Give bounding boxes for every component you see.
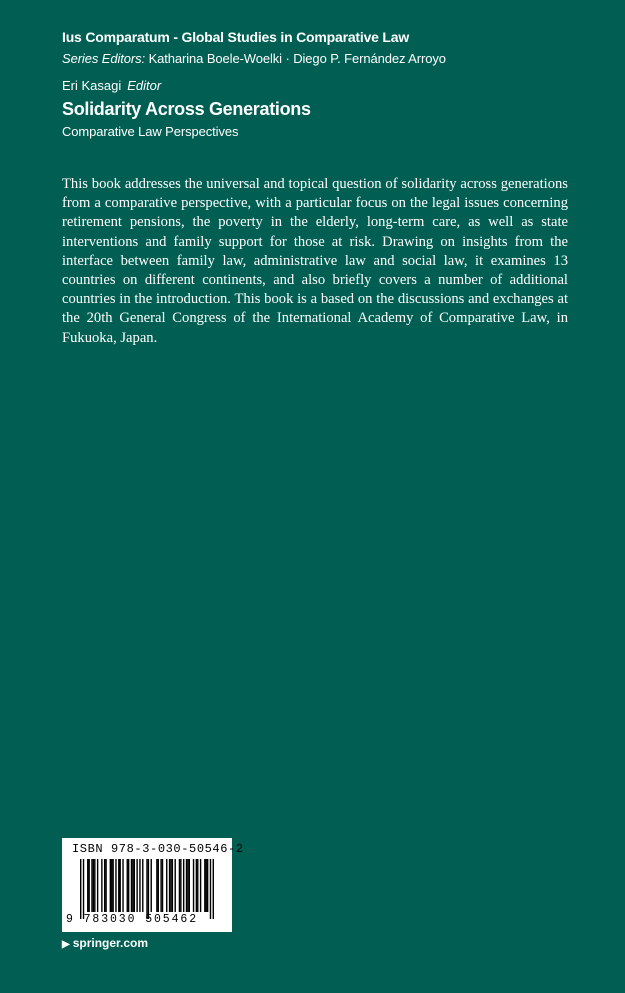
barcode-bar bbox=[132, 859, 133, 912]
book-subtitle: Comparative Law Perspectives bbox=[62, 124, 239, 139]
barcode-bar bbox=[91, 859, 92, 912]
barcode-bar bbox=[83, 859, 84, 919]
barcode-bar bbox=[101, 859, 102, 912]
barcode-bar bbox=[128, 859, 129, 912]
barcode-bar bbox=[204, 859, 205, 912]
barcode-bars bbox=[80, 859, 214, 919]
barcode-bar bbox=[118, 859, 119, 912]
barcode-bar bbox=[160, 859, 161, 912]
barcode-bar bbox=[148, 859, 149, 919]
barcode-bar bbox=[189, 859, 190, 912]
barcode-bar bbox=[151, 859, 152, 912]
barcode-bar bbox=[172, 859, 173, 912]
barcode-bar bbox=[131, 859, 132, 912]
barcode-bar bbox=[170, 859, 171, 912]
barcode-bar bbox=[206, 859, 207, 912]
barcode-bar bbox=[200, 859, 201, 912]
barcode-bar bbox=[111, 859, 112, 912]
barcode-bar bbox=[180, 859, 181, 912]
barcode-bar bbox=[93, 859, 94, 912]
publisher-url: springer.com bbox=[72, 936, 149, 950]
barcode-bar bbox=[134, 859, 135, 912]
series-title: Ius Comparatum - Global Studies in Comparative Law bbox=[62, 29, 410, 45]
barcode-bar bbox=[183, 859, 184, 912]
barcode-bar bbox=[139, 859, 140, 912]
barcode-bar bbox=[112, 859, 113, 912]
barcode-bar bbox=[158, 859, 159, 912]
barcode-bar bbox=[162, 859, 163, 912]
barcode-bar bbox=[166, 859, 167, 912]
barcode-bar bbox=[213, 859, 214, 919]
ean-digits: 9 783030 505462 bbox=[66, 913, 199, 926]
book-blurb: This book addresses the universal and topical question of solidarity across generations from a comparative perspective, with a particular focus on the legal issues concerning retirement pensions, the poverty in the elderly, long-term care, as well as state interventions and family support for those at risk. Drawing on insights from the interface between family law, administrative law and social law, it examines 13 countries on different continents, and also briefly covers a number of additional countries in the introduction. This book is a based on the discussions and exchanges at the 20th General Congress of the International Academy of Comparative Law, in Fukuoka, Japan. bbox=[62, 176, 568, 346]
editor-name: Eri Kasagi bbox=[62, 78, 122, 93]
barcode-bar bbox=[207, 859, 208, 912]
barcode-bar bbox=[115, 859, 116, 912]
series-editors bbox=[62, 51, 446, 66]
barcode-bar bbox=[179, 859, 180, 912]
barcode-bar bbox=[169, 859, 170, 912]
series-editors-names: Katharina Boele-Woelki · Diego P. Fernández Arroyo bbox=[148, 51, 446, 66]
barcode-bar bbox=[197, 859, 198, 912]
series-editors-label: Series Editors: bbox=[62, 51, 146, 66]
barcode-bar bbox=[136, 859, 137, 912]
barcode-bar bbox=[127, 859, 128, 912]
barcode-bar bbox=[193, 859, 194, 912]
isbn-text: ISBN 978-3-030-50546-2 bbox=[72, 842, 244, 856]
barcode-bar bbox=[122, 859, 123, 912]
barcode-bar bbox=[175, 859, 176, 912]
publisher-link[interactable] bbox=[62, 936, 148, 950]
barcode-bar bbox=[87, 859, 88, 912]
barcode-bar bbox=[110, 859, 111, 912]
barcode-bar bbox=[196, 859, 197, 912]
barcode-bar bbox=[186, 859, 187, 912]
barcode-bar bbox=[156, 859, 157, 912]
editor-role: Editor bbox=[127, 78, 162, 93]
barcode-bar bbox=[88, 859, 89, 912]
barcode-bar bbox=[104, 859, 105, 912]
barcode-bar bbox=[142, 859, 143, 912]
book-editor bbox=[62, 78, 161, 93]
arrow-icon: ▶ bbox=[62, 939, 70, 950]
barcode-bar bbox=[119, 859, 120, 912]
barcode-bar bbox=[210, 859, 211, 919]
barcode-bar bbox=[105, 859, 106, 912]
barcode-bar bbox=[80, 859, 81, 919]
barcode-bar bbox=[97, 859, 98, 912]
barcode-bar bbox=[94, 859, 95, 912]
book-title: Solidarity Across Generations bbox=[62, 99, 311, 119]
barcode-box bbox=[62, 838, 244, 932]
barcode-bar bbox=[187, 859, 188, 912]
barcode-bar bbox=[146, 859, 147, 919]
